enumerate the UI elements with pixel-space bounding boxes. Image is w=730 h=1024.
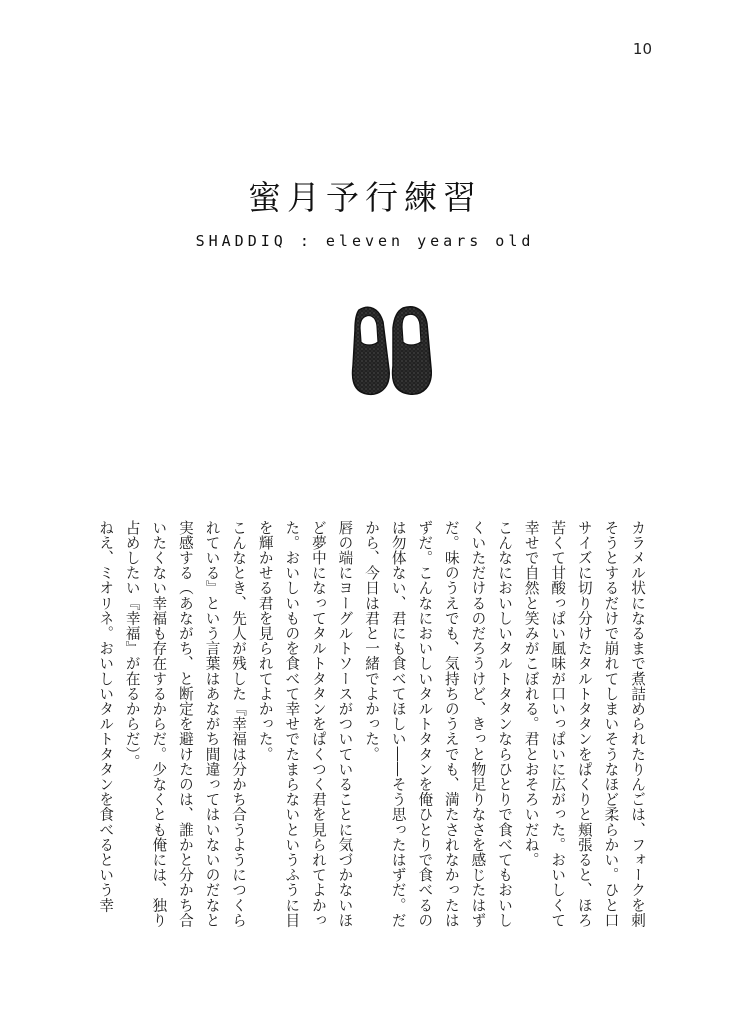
- paragraph: ねえ、ミオリネ。おいしいタルトタタンを食べるという幸: [97, 520, 115, 913]
- paragraph: こんなとき、先人が残した『幸福は分かち合うようにつくられている』という言葉はあながち間違ってはいないのだなと実感する（あながち、と断定を避けたのは、誰かと分かち合いたくない幸福も存在するからだ。少なくとも俺には、独り占めしたい『幸福』が在るからだ）。: [123, 520, 248, 928]
- chapter-title: 蜜月予行練習: [248, 178, 482, 217]
- body-text: [97, 520, 650, 940]
- paragraph: こんなにおいしいタルトタタンならひとりで食べてもおいしくいただけるのだろうけど、きっと物足りなさを感じたはずだ。味のうえでも、気持ちのうえでも、満たされなかったはずだ。こんなにおいしいタルトタタンを俺ひとりで食べるのは勿体ない、君にも食べてほしい――そう思ったはずだ。だから、今日は君と一緒でよかった。: [363, 520, 514, 928]
- page-number: 10: [632, 40, 652, 58]
- paragraph: カラメル状になるまで煮詰められたりんごは、フォークを刺そうとするだけで崩れてしまいそうなほど柔らかい。ひと口サイズに切り分けたタルトタタンをぱくりと頬張ると、ほろ苦くて甘酸っぱい風味が口いっぱいに広がった。おいしくて幸せで自然と笑みがこぼれる。君とおそろいだね。: [522, 520, 646, 928]
- slippers-drawing: [345, 300, 435, 400]
- paragraph: 唇の端にヨーグルトソースがついていることに気づかないほど夢中になってタルトタタンをぱくつく君を見られてよかった。おいしいものを食べて幸せでたまらないというふうに目を輝かせる君を見られてよかった。: [256, 520, 354, 928]
- chapter-subtitle: SHADDIQ : eleven years old: [195, 232, 535, 250]
- slippers-icon: [345, 300, 435, 400]
